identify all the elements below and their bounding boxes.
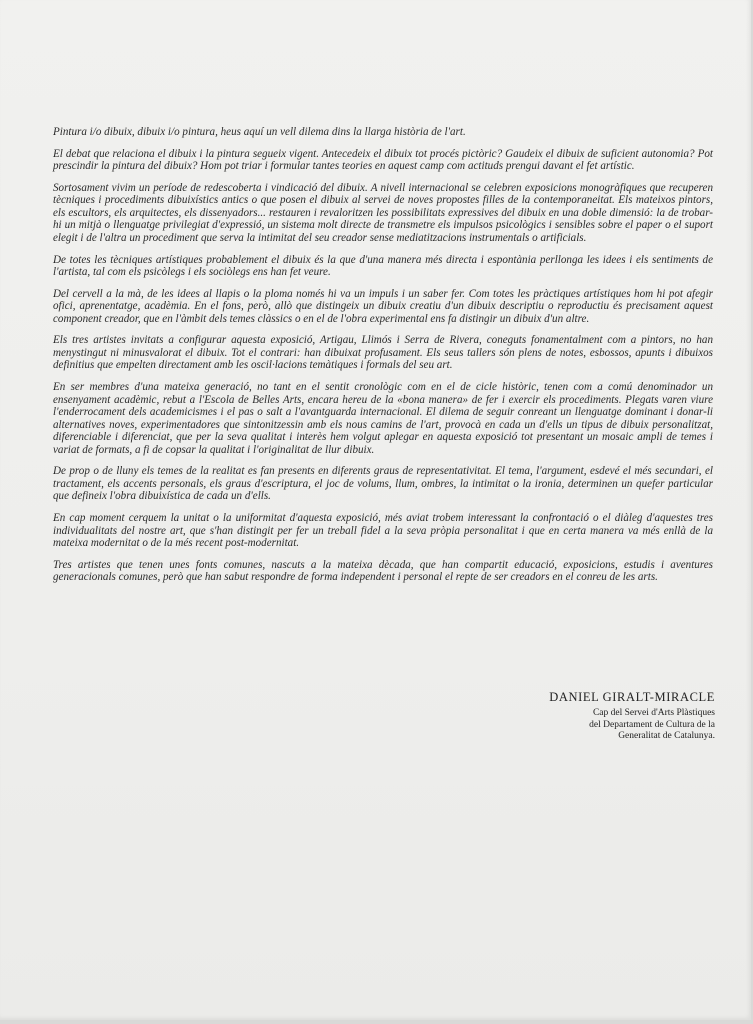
paragraph: Els tres artistes invitats a configurar aquesta exposició, Artigau, Llimós i Serra de Rivera, coneguts fonamentalment com a pintors, no han menystingut ni minusvalorat el dibuix. Tot el contrari: han dibuixat profusament. Els seus tallers són plens de notes, esbossos, apunts i dibuixos definitius que empelten directament amb les oscil·lacions temàtiques i formals del seu art.: [53, 334, 713, 372]
paragraph: El debat que relaciona el dibuix i la pintura segueix vigent. Antecedeix el dibuix tot procés pictòric? Gaudeix el dibuix de suficient autonomia? Pot prescindir la pintura del dibuix? Hom pot triar i formular tantes teories en aquest camp com actituds prengui davant el fet artístic.: [53, 147, 713, 173]
paragraph: Del cervell a la mà, de les idees al llapis o la ploma només hi va un impuls i un saber fer. Com totes les pràctiques artístiques hom hi pot afegir ofici, aprenentatge, acadèmia. En el fons, però, allò que distingeix un dibuix creatiu d'un dibuix descriptiu o reproductiu és precisament aquest component creador, que en l'àmbit dels temes clàssics o en el de l'obra experimental ens fa distingir un dibuix d'un altre.: [53, 287, 713, 325]
essay-body: [53, 126, 713, 593]
author-name: DANIEL GIRALT-MIRACLE: [549, 690, 715, 704]
paragraph: En ser membres d'una mateixa generació, no tant en el sentit cronològic com en el de cicle històric, tenen com a comú denominador un ensenyament acadèmic, rebut a l'Escola de Belles Arts, encara hereu de la «bona manera» de fer i exercir els procediments. Plegats varen viure l'enderrocament dels academicismes i el pas o salt a l'avantguarda internacional. El dilema de seguir conreant un llenguatge dominant i donar-li alternatives noves, experimentadores que sintonitzessin amb els nous camins de l'art, provocà en cada un d'ells un tipus de dibuix personalitzat, diferenciable i diferenciat, que per la seva qualitat i interès hem volgut aplegar en aquesta exposició tot presentant un mosaic ampli de temes i variat de formats, a fi de copsar la qualitat i l'originalitat de llur dibuix.: [53, 381, 713, 456]
signature-block: [549, 690, 715, 743]
paragraph: Tres artistes que tenen unes fonts comunes, nascuts a la mateixa dècada, que han compartit educació, exposicions, estudis i aventures generacionals comunes, però que han sabut respondre de forma independent i personal el repte de ser creadors en el conreu de les arts.: [53, 558, 713, 584]
paragraph: De prop o de lluny els temes de la realitat es fan presents en diferents graus de representativitat. El tema, l'argument, esdevé el més secundari, el tractament, els accents personals, els graus d'escriptura, el joc de volums, llum, ombres, la intimitat o la ironia, determinen un quefer particular que defineix l'obra dibuixística de cada un d'ells.: [53, 465, 713, 503]
author-title-line: Generalitat de Catalunya.: [618, 731, 715, 741]
author-title-line: del Departament de Cultura de la: [589, 719, 715, 730]
paragraph: Pintura i/o dibuix, dibuix i/o pintura, heus aquí un vell dilema dins la llarga història de l'art.: [53, 126, 466, 138]
author-title-line: Cap del Servei d'Arts Plàstiques: [592, 708, 715, 718]
paragraph: Sortosament vivim un període de redescoberta i vindicació del dibuix. A nivell internacional se celebren exposicions monogràfiques que recuperen tècniques i procediments dibuixístics antics o que posen el dibuix al servei de noves propostes filles de la contemporaneitat. Els mateixos pintors, els escultors, els arquitectes, els dissenyadors... restauren i revaloritzen les possibilitats expressives del dibuix en una doble dimensió: la de trobar-hi un mitjà o llenguatge privilegiat d'expressió, un sistema molt directe de transmetre els impulsos psicològics i sensibles sobre el paper o el suport elegit i de l'altra un procediment que serva la intimitat del seu creador sense mediatitzacions instrumentals o artificials.: [53, 181, 713, 244]
paragraph: En cap moment cerquem la unitat o la uniformitat d'aquesta exposició, més aviat trobem interessant la confrontació o el diàleg d'aquestes tres individualitats del nostre art, que s'han distingit per fer un treball fidel a la seva pròpia personalitat i que en certa manera va més enllà de la mateixa modernitat o de la més recent post-modernitat.: [53, 512, 713, 549]
paragraph: De totes les tècniques artístiques probablement el dibuix és la que d'una manera més directa i espontània perllonga les idees i els sentiments de l'artista, tal com els psicòlegs i els sociòlegs ens han fet veure.: [53, 253, 713, 279]
